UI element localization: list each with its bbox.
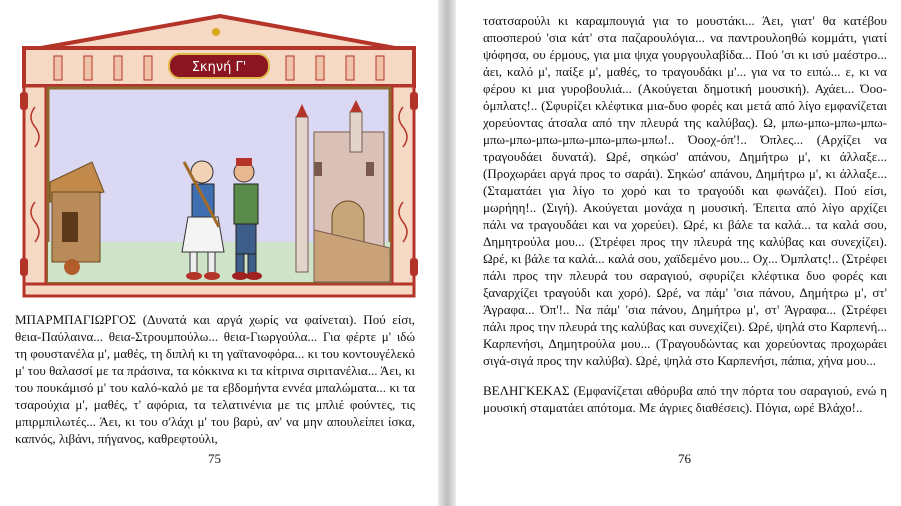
- book-gutter: [438, 0, 456, 506]
- left-pillar: [24, 86, 46, 284]
- song-dance-text: τσατσαρούλι κι καραμπουγιά για το μουστάκι... Άει, γιατ' θα κατέβου αποσπερού 'σια κάτ' στα παζαρουλόγια... να παντρουλοηθώ κομμάτι, γιατί ψόφησα, ου έρμους, για μια ψιχα γουργουλαβίδα... Πού 'σι κι ισύ μαέστρο... άει, καλό μ', παίξε μ', μαθές, το τραγουδάκι μ'... για να το ειπώ... ε, κι να φέρου κι μια γυροβουλιά... (Ακούγεται δημοτική μουσική). Αχάει... Όοο-όμπλατς!.. (Σφυρίζει κλέφτικα μια-δυο φορές και μετά από λίγο εμφανίζεται χορεύοντας άτσαλα από την πλευρά της καλύβας). Ω, μπω-μπω-μπω-μπω-μπω-μπω-μπω-μπω-μπω-μπω-μπω!.. Όοοχ-όπ'!.. Όπλες... (Αρχίζει να τραγουδάει δυνατά). Ωρέ, σηκώσ' απάνου, Δημήτρω μ', κι άλλαξε... (Προχωράει αργά προς το σαράι). Σηκώσ' απάνου, Δημήτρω μ', κι άλλαξε... (Σταματάει για λίγο το χορό και το τραγούδι και φωνάζει). Πού είσι, μωρήηη!.. (Σιγή). Ακούγεται μονάχα η μουσική. Έπειτα από λίγο αρχίζει πάλι να τραγουδάει και να χορεύει). Ωρέ, κι βάλε τα καλά... τα καλά σου, Δημητρούλα μου... (Στρέφει προς την πλευρά της καλύβας και συνεχίζει). Ωρέ, κι βάλε τα καλά... καλά σου, χαϊδεμένο μου... Οχ... Όμπλατς!.. (Στρέφει πάλι προς την πλευρά του σαραγιού, σφυρίζει κλέφτικα δυο φορές και ξαναρχίζει τραγούδι και χορό). Ωρέ, να πάμ' 'σια πάνου, Δημήτρω μ', στ' Άγραφα... Όπ'!.. Να πάμ' 'σια πάνου, Δημήτρω μ', στ' Άγραφα... (Στρέφει πάλι προς την πλευρά της καλύβας και συνεχίζει). Ωρέ, ψηλά στο Καρπενή... Καρπενήσι, Δημητρούλα μου... (Τραγουδώντας και χορεύοντας προχωράει σιγά-σιγά προς την καλύβα). Ωρέ, ψηλά στο Καρπενήσι, πάπια, χήνα μου...: [483, 13, 887, 368]
- scene-title: Σκηνή Γ': [191, 60, 247, 75]
- right-pillar: [392, 86, 414, 284]
- right-page: [456, 0, 901, 506]
- hut: [50, 162, 104, 275]
- page-number-left: 75: [208, 451, 221, 466]
- left-page: [0, 0, 438, 506]
- page-number-right: 76: [678, 451, 691, 466]
- stage-base: [24, 284, 414, 296]
- barbagiorgos-speech: ΜΠΑΡΜΠΑΓΙΩΡΓΟΣ (Δυνατά και αργά χωρίς να φαίνεται). Πού είσι, θεια-Παύλαινα... θεια-Στρουμπούλω... θεια-Γιωργούλα... Για φέρτε μ' ιδώ τη φουστανέλα μ', μαθές, τη διπλή κι τη γαϊτανοφόρα... κι του κοντουγέλεκό μ' του θαλασσί με τα πράσινα, τα κόκκινα κι τα κίτρινα σιριτανέλια... Άει, κι του πουκάμισό μ' του καλό-καλό με τα εβδομήντα εννέα μπαλώματα... κι τα τσαρούχια μ', μαθές, τ' αφόρια, τα τελατινένια με τις μπλιέ φούντες, τις μπιρμπιλωτές... Άει, κι του σ'λάχι μ' του βαρύ, αν' να μην απουλείπει ίσκα, καπνός, λιβάνι, πήγανος, καθρεφτούλι,: [15, 312, 415, 446]
- shadow-theater-illustration: [14, 12, 424, 300]
- velingekas-entrance: ΒΕΛΗΓΚΕΚΑΣ (Εμφανίζεται αθόρυβα από την πόρτα του σαραγιού, ενώ η μουσική σταματάει απότομα. Με άγριες διαθέσεις). Πόγια, ωρέ Βλάχο!..: [483, 383, 887, 415]
- pediment-ornament: [212, 28, 220, 36]
